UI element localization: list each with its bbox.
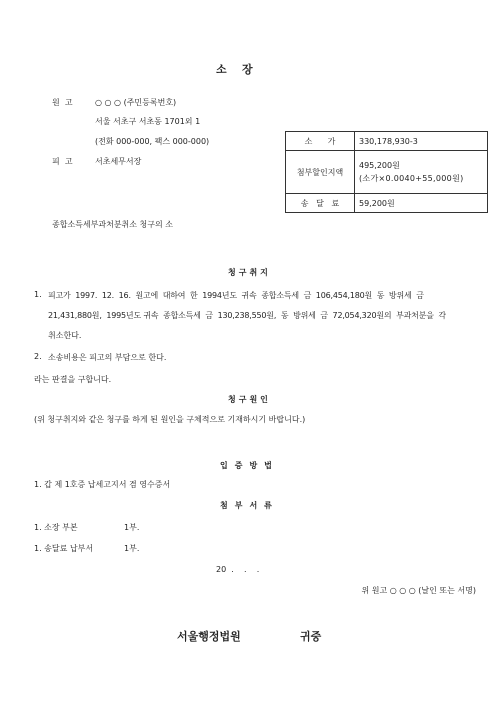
fee-row: [286, 151, 488, 194]
fee-label: 소 가: [286, 132, 355, 151]
plaintiff-name: ○ ○ ○ (주민등록번호): [95, 98, 177, 107]
case-name: 종합소득세부과처분취소 청구의 소: [52, 220, 174, 229]
claim-line: 21,431,880원, 1995년도 귀속 종합소득세 금 130,238,550원, 동 방위세 금 72,054,320원의 부과처분을 각: [48, 311, 446, 320]
fee-value-line: 495,200원: [359, 161, 400, 170]
claim-line: 소송비용은 피고의 부담으로 한다.: [48, 353, 167, 362]
evidence-item: 1. 갑 제 1호증 납세고지서 겸 영수증서: [34, 480, 171, 489]
judgment-request: 라는 판결을 구합니다.: [34, 375, 112, 384]
attachment-qty: 1부.: [124, 523, 140, 532]
fee-value-line: (소가×0.0040+55,000원): [359, 174, 464, 183]
defendant-label: 피 고: [52, 157, 73, 166]
fee-value: [355, 151, 488, 194]
fee-label: 첨부할인지액: [286, 151, 355, 194]
cause-heading: 청구원인: [228, 395, 271, 404]
document-title: 소 장: [216, 63, 253, 76]
claim-heading: 청구취지: [228, 268, 271, 277]
fee-value: 330,178,930-3: [355, 132, 488, 151]
court-name: 서울행정법원: [177, 630, 241, 643]
fee-row: [286, 194, 488, 213]
plaintiff-label: 원 고: [52, 98, 73, 107]
claim-line: 취소한다.: [48, 331, 82, 340]
claim-number: 2.: [34, 352, 42, 361]
fee-table: [285, 131, 488, 213]
fee-row: [286, 132, 488, 151]
fee-label: 송 달 료: [286, 194, 355, 213]
plaintiff-contact: (전화 000-000, 팩스 000-000): [95, 137, 210, 146]
claim-number: 1.: [34, 290, 42, 299]
fee-value: 59,200원: [355, 194, 488, 213]
court-suffix: 귀중: [300, 630, 322, 643]
attachment-name: 1. 송달료 납부서: [34, 544, 94, 553]
attachment-name: 1. 소장 부본: [34, 523, 78, 532]
signature-line: 위 원고 ○ ○ ○ (날인 또는 서명): [361, 586, 476, 595]
attachments-heading: 첨부서류: [220, 501, 279, 510]
date-line: 20 . . .: [216, 565, 260, 574]
cause-text: (위 청구취지와 같은 청구를 하게 된 원인을 구체적으로 기재하시기 바랍니다.): [34, 415, 306, 424]
defendant-name: 서초세무서장: [95, 157, 142, 166]
claim-line: 피고가 1997. 12. 16. 원고에 대하여 한 1994년도 귀속 종합소득세 금 106,454,180원 동 방위세 금: [48, 291, 424, 300]
evidence-heading: 입증방법: [220, 461, 279, 470]
attachment-qty: 1부.: [124, 544, 140, 553]
plaintiff-address: 서울 서초구 서초동 1701외 1: [95, 117, 201, 126]
